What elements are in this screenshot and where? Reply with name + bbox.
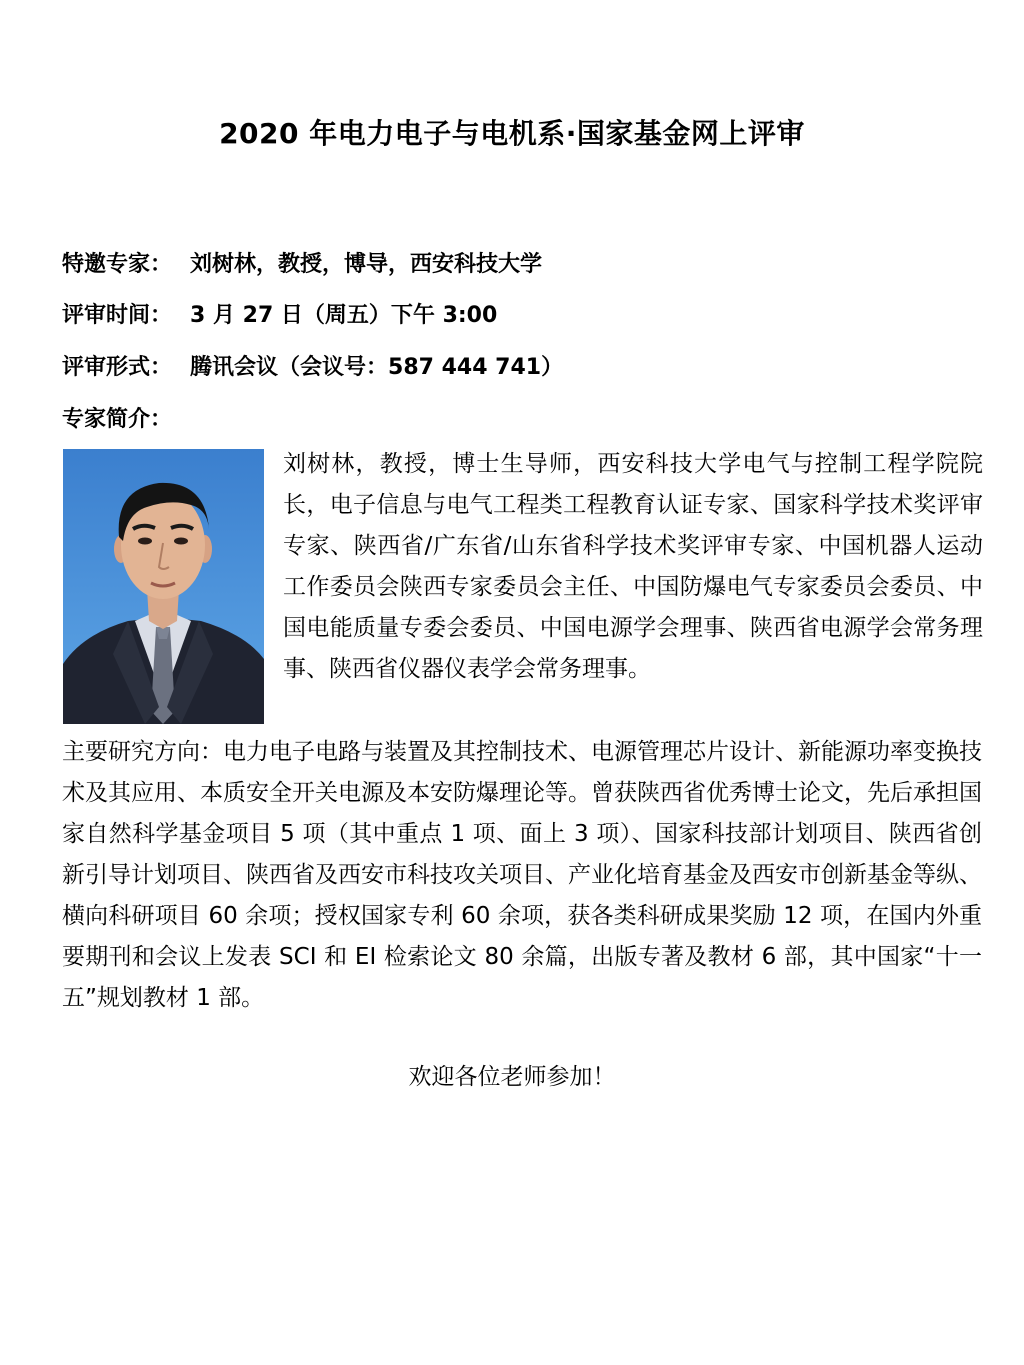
- format-label: 评审形式：: [62, 355, 173, 380]
- format-value: 腾讯会议（会议号：587 444 741）: [190, 355, 564, 380]
- time-row: [62, 298, 497, 329]
- closing-message: 欢迎各位老师参加！: [408, 1064, 616, 1090]
- expert-bio: 刘树林，教授，博士生导师，西安科技大学电气与控制工程学院院长，电子信息与电气工程类工程教育认证专家、国家科学技术奖评审专家、陕西省/广东省/山东省科学技术奖评审专家、中国机器人运动工作委员会陕西专家委员会主任、中国防爆电气专家委员会委员、中国电能质量专委会委员、中国电源学会理事、陕西省电源学会常务理事、陕西省仪器仪表学会常务理事。: [283, 451, 983, 682]
- portrait-illustration: [63, 449, 264, 724]
- intro-label: 专家简介：: [62, 407, 173, 432]
- expert-row: [62, 247, 542, 278]
- format-row: [62, 350, 563, 381]
- time-label: 评审时间：: [62, 303, 173, 328]
- expert-value: 刘树林，教授，博导，西安科技大学: [190, 252, 543, 277]
- expert-label: 特邀专家：: [62, 252, 173, 277]
- time-value: 3 月 27 日（周五）下午 3:00: [190, 303, 498, 328]
- expert-photo: [63, 449, 264, 724]
- research-description: 主要研究方向：电力电子电路与装置及其控制技术、电源管理芯片设计、新能源功率变换技术及其应用、本质安全开关电源及本安防爆理论等。曾获陕西省优秀博士论文，先后承担国家自然科学基金项目 5 项（其中重点 1 项、面上 3 项）、国家科技部计划项目、陕西省创新引导计划项目、陕西省及西安市科技攻关项目、产业化培育基金及西安市创新基金等纵、横向科研项目 60 余项；授权国家专利 60 余项，获各类科研成果奖励 12 项，在国内外重要期刊和会议上发表 SCI 和 EI 检索论文 80 余篇，出版专著及教材 6 部，其中国家“十一五”规划教材 1 部。: [62, 739, 982, 1011]
- page-title: 2020 年电力电子与电机系·国家基金网上评审: [219, 117, 805, 150]
